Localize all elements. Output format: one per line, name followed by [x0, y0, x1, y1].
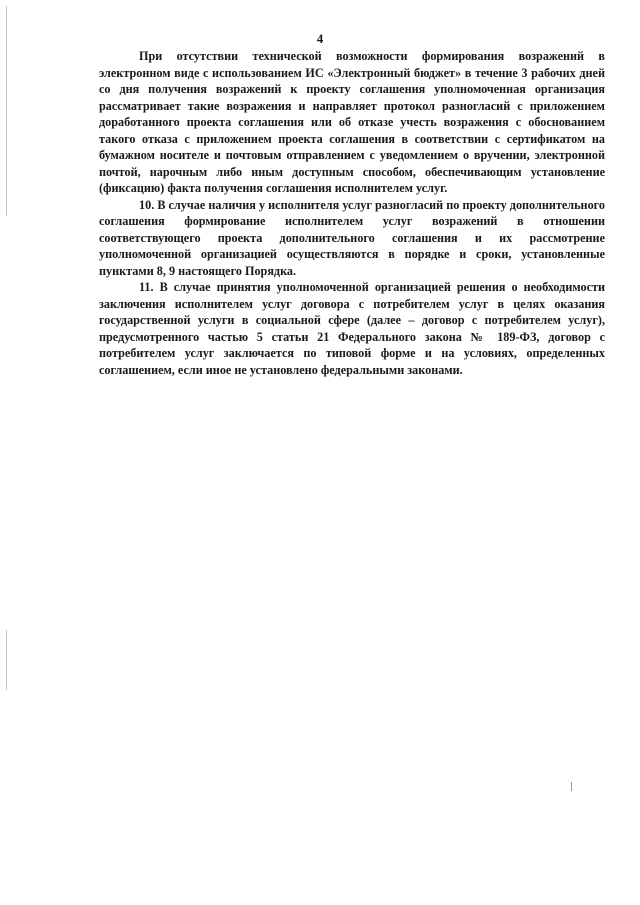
- document-body: [99, 48, 605, 378]
- paragraph-objections-no-tech: При отсутствии технической возможности формирования возражений в электронном виде с использованием ИС «Электронный бюджет» в течение 3 рабочих дней со дня получения возражений к проекту соглашения уполномоченная организация рассматривает такие возражения и направляет протокол разногласий с приложением доработанного проекта соглашения или об отказе учесть возражения с обоснованием такого отказа с приложением проекта соглашения в соответствии с сертификатом на бумажном носителе и почтовым отправлением с уведомлением о вручении, электронной почтой, нарочным либо иным доступным способом, обеспечивающим установление (фиксацию) факта получения соглашения исполнителем услуг.: [99, 49, 605, 195]
- scan-speck: [571, 782, 572, 791]
- scan-edge-mark: [6, 6, 7, 216]
- paragraph-item-10: 10. В случае наличия у исполнителя услуг разногласий по проекту дополнительного соглашения формирование исполнителем услуг возражений в отношении соответствующего проекта дополнительного соглашения и их рассмотрение уполномоченной организацией осуществляются в порядке и сроки, установленные пунктами 8, 9 настоящего Порядка.: [99, 197, 605, 278]
- page-number: 4: [316, 31, 324, 46]
- scan-edge-mark: [6, 630, 7, 690]
- paragraph-item-11: 11. В случае принятия уполномоченной организацией решения о необходимости заключения исполнителем услуг договора с потребителем услуг в целях оказания государственной услуги в социальной сфере (далее – договор с потребителем услуг), предусмотренного частью 5 статьи 21 Федерального закона № 189-ФЗ, договор с потребителем услуг заключается по типовой форме и на условиях, определенных соглашением, если иное не установлено федеральными законами.: [99, 280, 605, 377]
